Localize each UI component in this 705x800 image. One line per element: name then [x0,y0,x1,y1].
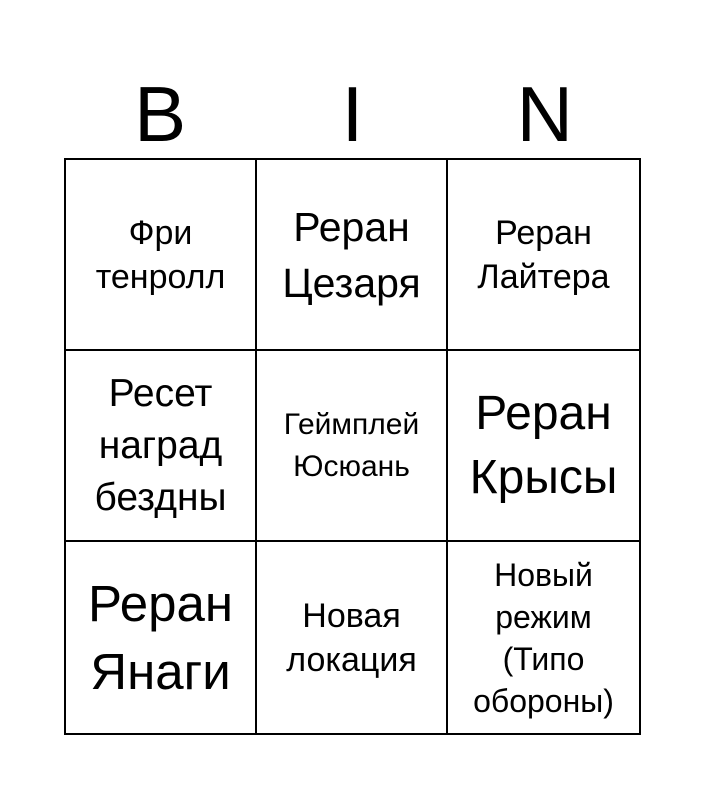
bingo-cell-8[interactable] [257,542,448,733]
bingo-cell-5-text: Геймплей Юсюань [283,407,420,483]
bingo-cell-1[interactable] [66,160,257,351]
bingo-cell-2[interactable] [257,160,448,351]
bingo-cell-8-text: Новая локация [286,596,417,679]
bingo-grid [64,158,641,735]
bingo-cell-6[interactable] [448,351,639,542]
bingo-cell-3-text: Реран Лайтера [477,213,610,296]
bingo-cell-2-text: Реран Цезаря [282,203,421,306]
bingo-cell-4-text: Ресет наград бездны [94,371,227,519]
bingo-cell-9-text: Новый режим (Типо обороны) [473,556,614,719]
bingo-cell-7-text: Реран Янаги [87,574,234,700]
bingo-cell-3[interactable] [448,160,639,351]
header-letter-b: B [134,70,187,158]
bingo-cell-1-text: Фри тенролл [95,213,226,296]
bingo-cell-4[interactable] [66,351,257,542]
bingo-cell-7[interactable] [66,542,257,733]
bingo-header [64,72,641,156]
header-letter-i: I [341,70,364,158]
bingo-cell-6-text: Реран Крысы [469,386,618,504]
header-letter-n: N [516,70,573,158]
bingo-cell-5[interactable] [257,351,448,542]
bingo-cell-9[interactable] [448,542,639,733]
